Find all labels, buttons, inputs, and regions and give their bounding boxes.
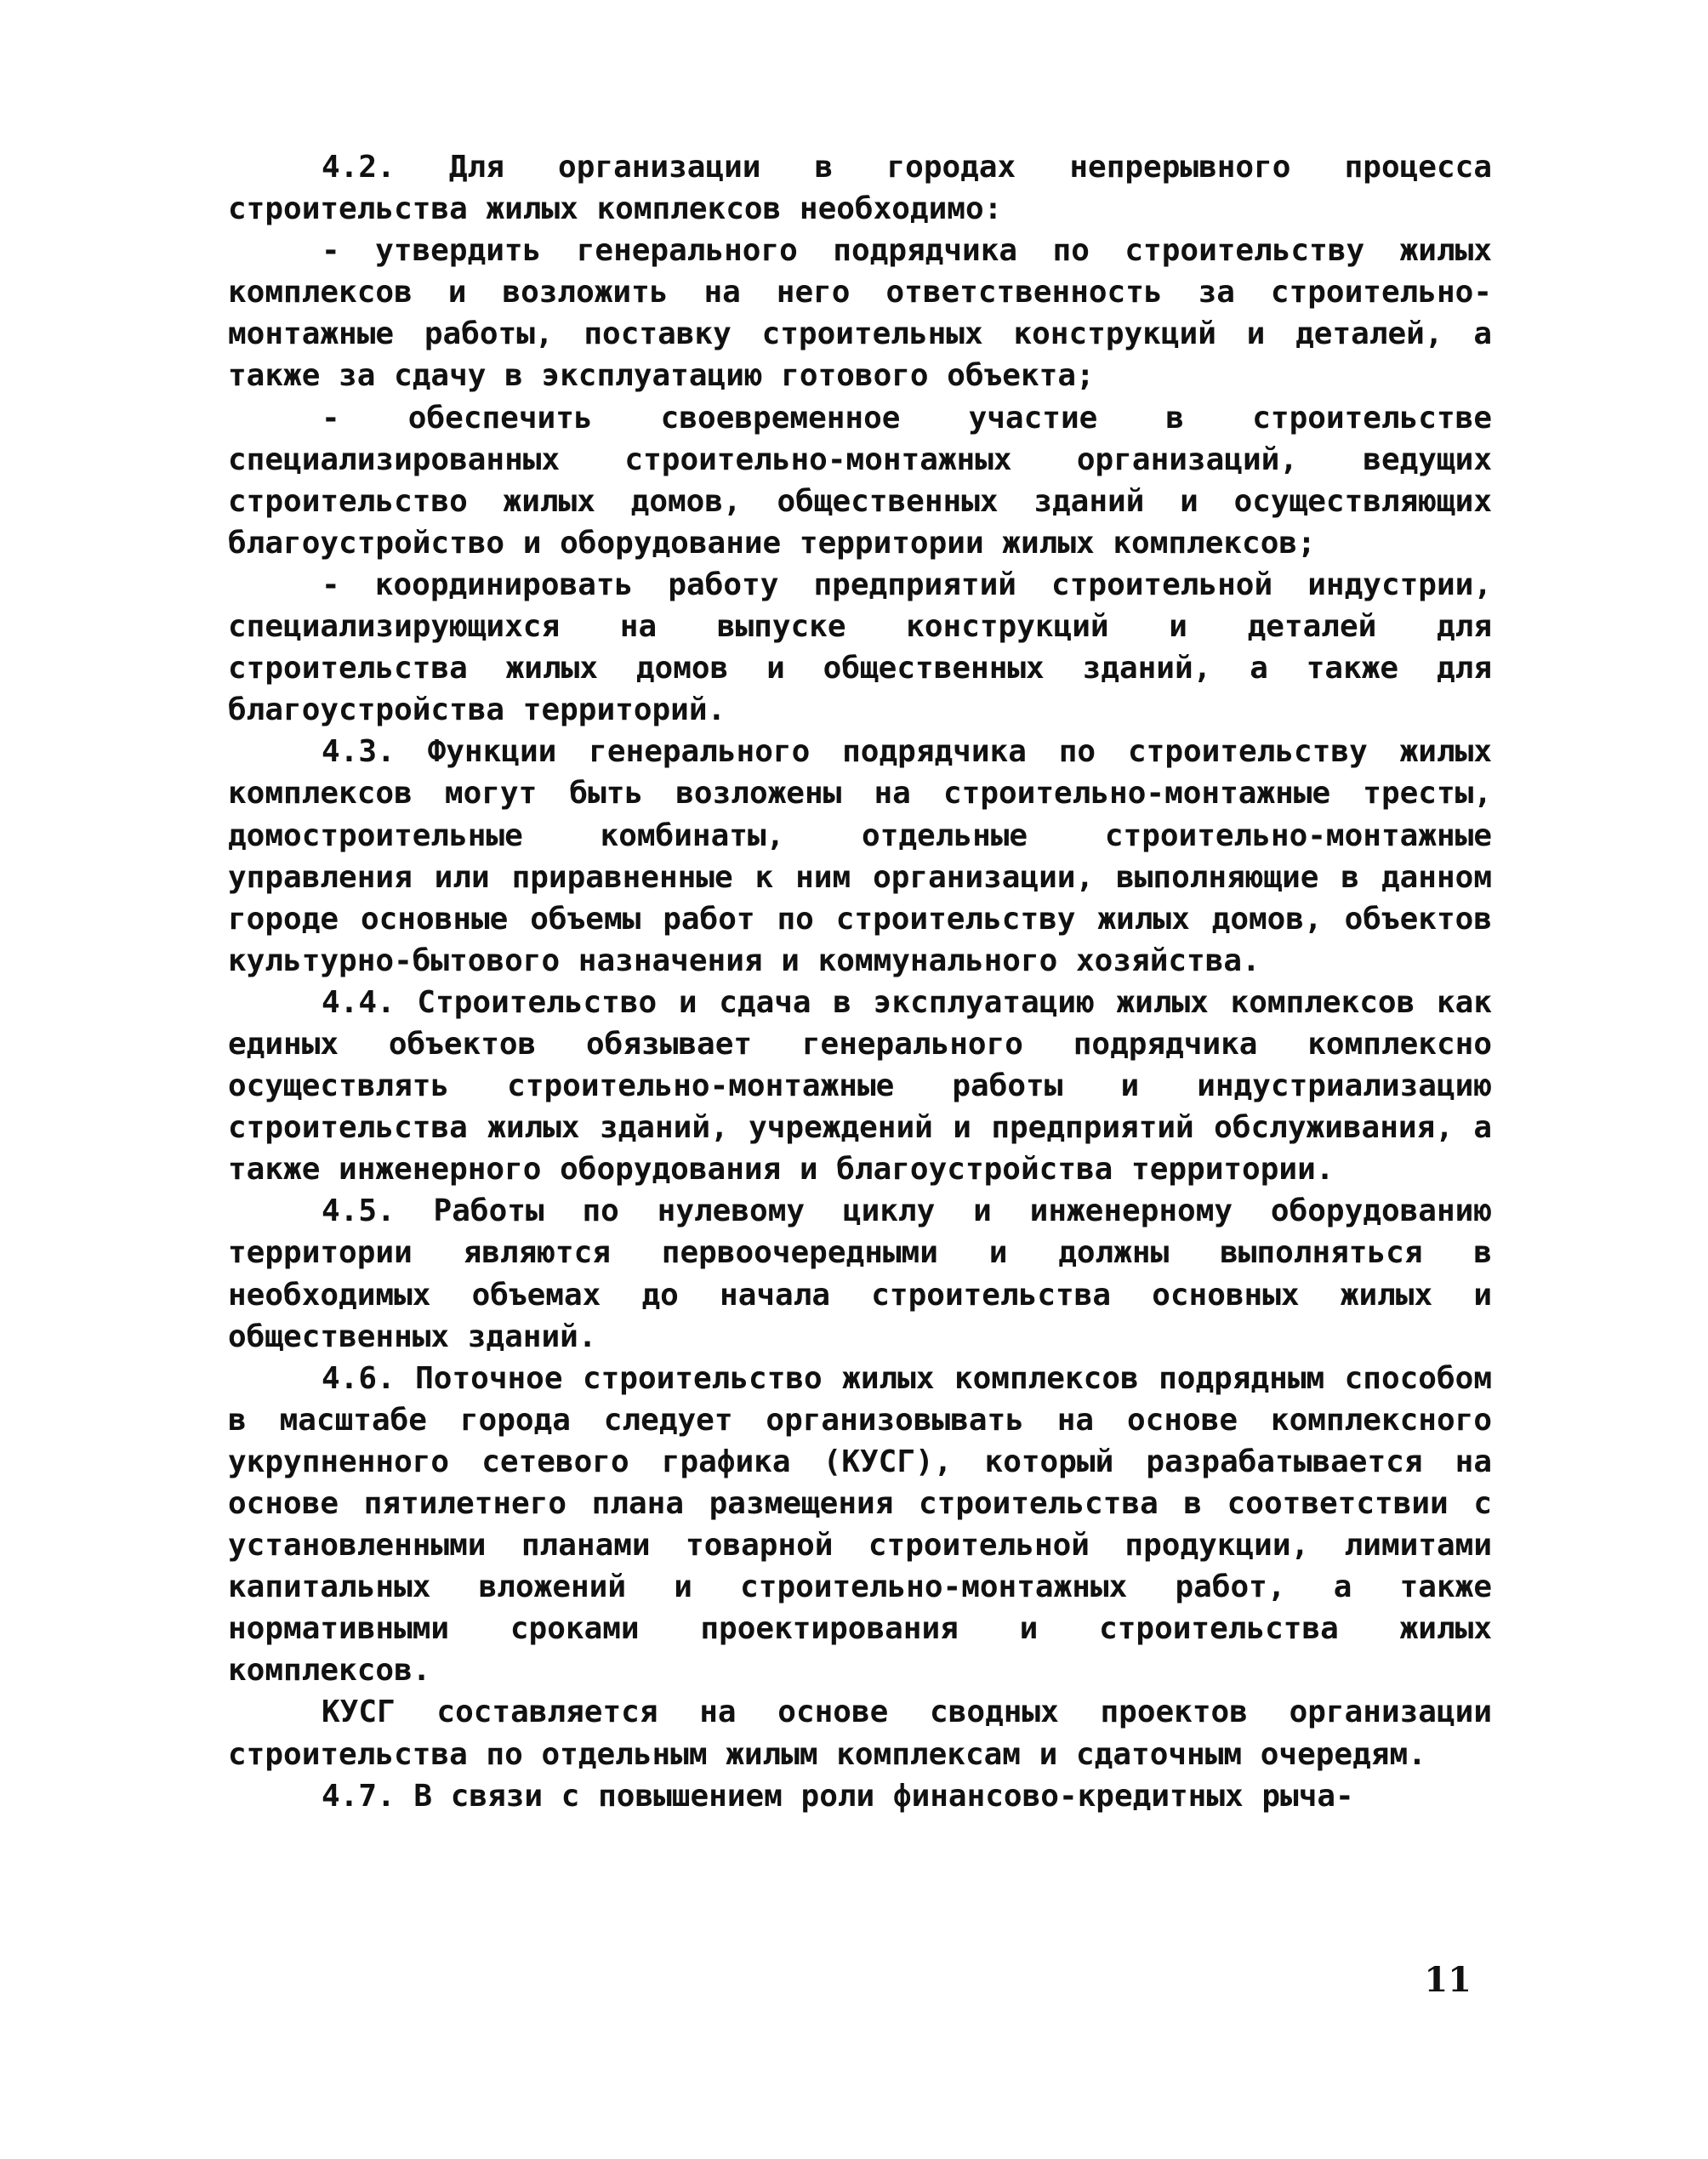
list-item-coordination: - координировать работу предприятий строительной индустрии, специализирующихся на выпуске конструкций и деталей для строительства жилых домов и общественных зданий, а также для благоустройства территорий. — [228, 567, 1492, 728]
body-text — [228, 146, 1492, 1817]
paragraph-4-6: 4.6. Поточное строительство жилых комплексов подрядным способом в масштабе города следует организовывать на основе комплексного укрупненного сетевого графика (КУСГ), который разрабатывается на основе пятилетнего плана размещения строительства в соответствии с установленными планами товарной строительной продукции, лимитами капитальных вложений и строительно-монтажных работ, а также нормативными сроками проектирования и строительства жилых комплексов. — [228, 1360, 1492, 1689]
paragraph-4-5: 4.5. Работы по нулевому циклу и инженерному оборудованию территории являются первоочередными и должны выполняться в необходимых объемах до начала строительства основных жилых и общественных зданий. — [228, 1193, 1492, 1354]
list-item-specialized-organizations: - обеспечить своевременное участие в строительстве специализированных строительно-монтажных организаций, ведущих строительство жилых домов, общественных зданий и осуществляющих благоустройство и оборудование территории жилых комплексов; — [228, 400, 1492, 561]
paragraph-4-3: 4.3. Функции генерального подрядчика по строительству жилых комплексов могут быть возложены на строительно-монтажные тресты, домостроительные комбинаты, отдельные строительно-монтажные управления или приравненные к ним организации, выполняющие в данном городе основные объемы работ по строительству жилых домов, объектов культурно-бытового назначения и коммунального хозяйства. — [228, 734, 1492, 978]
page-number: 11 — [1424, 1960, 1472, 2000]
paragraph-kusg: КУСГ составляется на основе сводных проектов организации строительства по отдельным жилым комплексам и сдаточным очередям. — [228, 1695, 1492, 1772]
paragraph-4-4: 4.4. Строительство и сдача в эксплуатацию жилых комплексов как единых объектов обязывает генерального подрядчика комплексно осуществлять строительно-монтажные работы и индустриализацию строительства жилых зданий, учреждений и предприятий обслуживания, а также инженерного оборудования и благоустройства территории. — [228, 984, 1492, 1188]
paragraph-4-2: 4.2. Для организации в городах непрерывного процесса строительства жилых комплексов необходимо: — [228, 150, 1492, 227]
paragraph-4-7: 4.7. В связи с повышением роли финансово-кредитных рыча- — [322, 1778, 1354, 1814]
list-item-general-contractor: - утвердить генерального подрядчика по строительству жилых комплексов и возложить на него ответственность за строительно-монтажные работы, поставку строительных конструкций и деталей, а также за сдачу в эксплуатацию готового объекта; — [228, 233, 1492, 394]
